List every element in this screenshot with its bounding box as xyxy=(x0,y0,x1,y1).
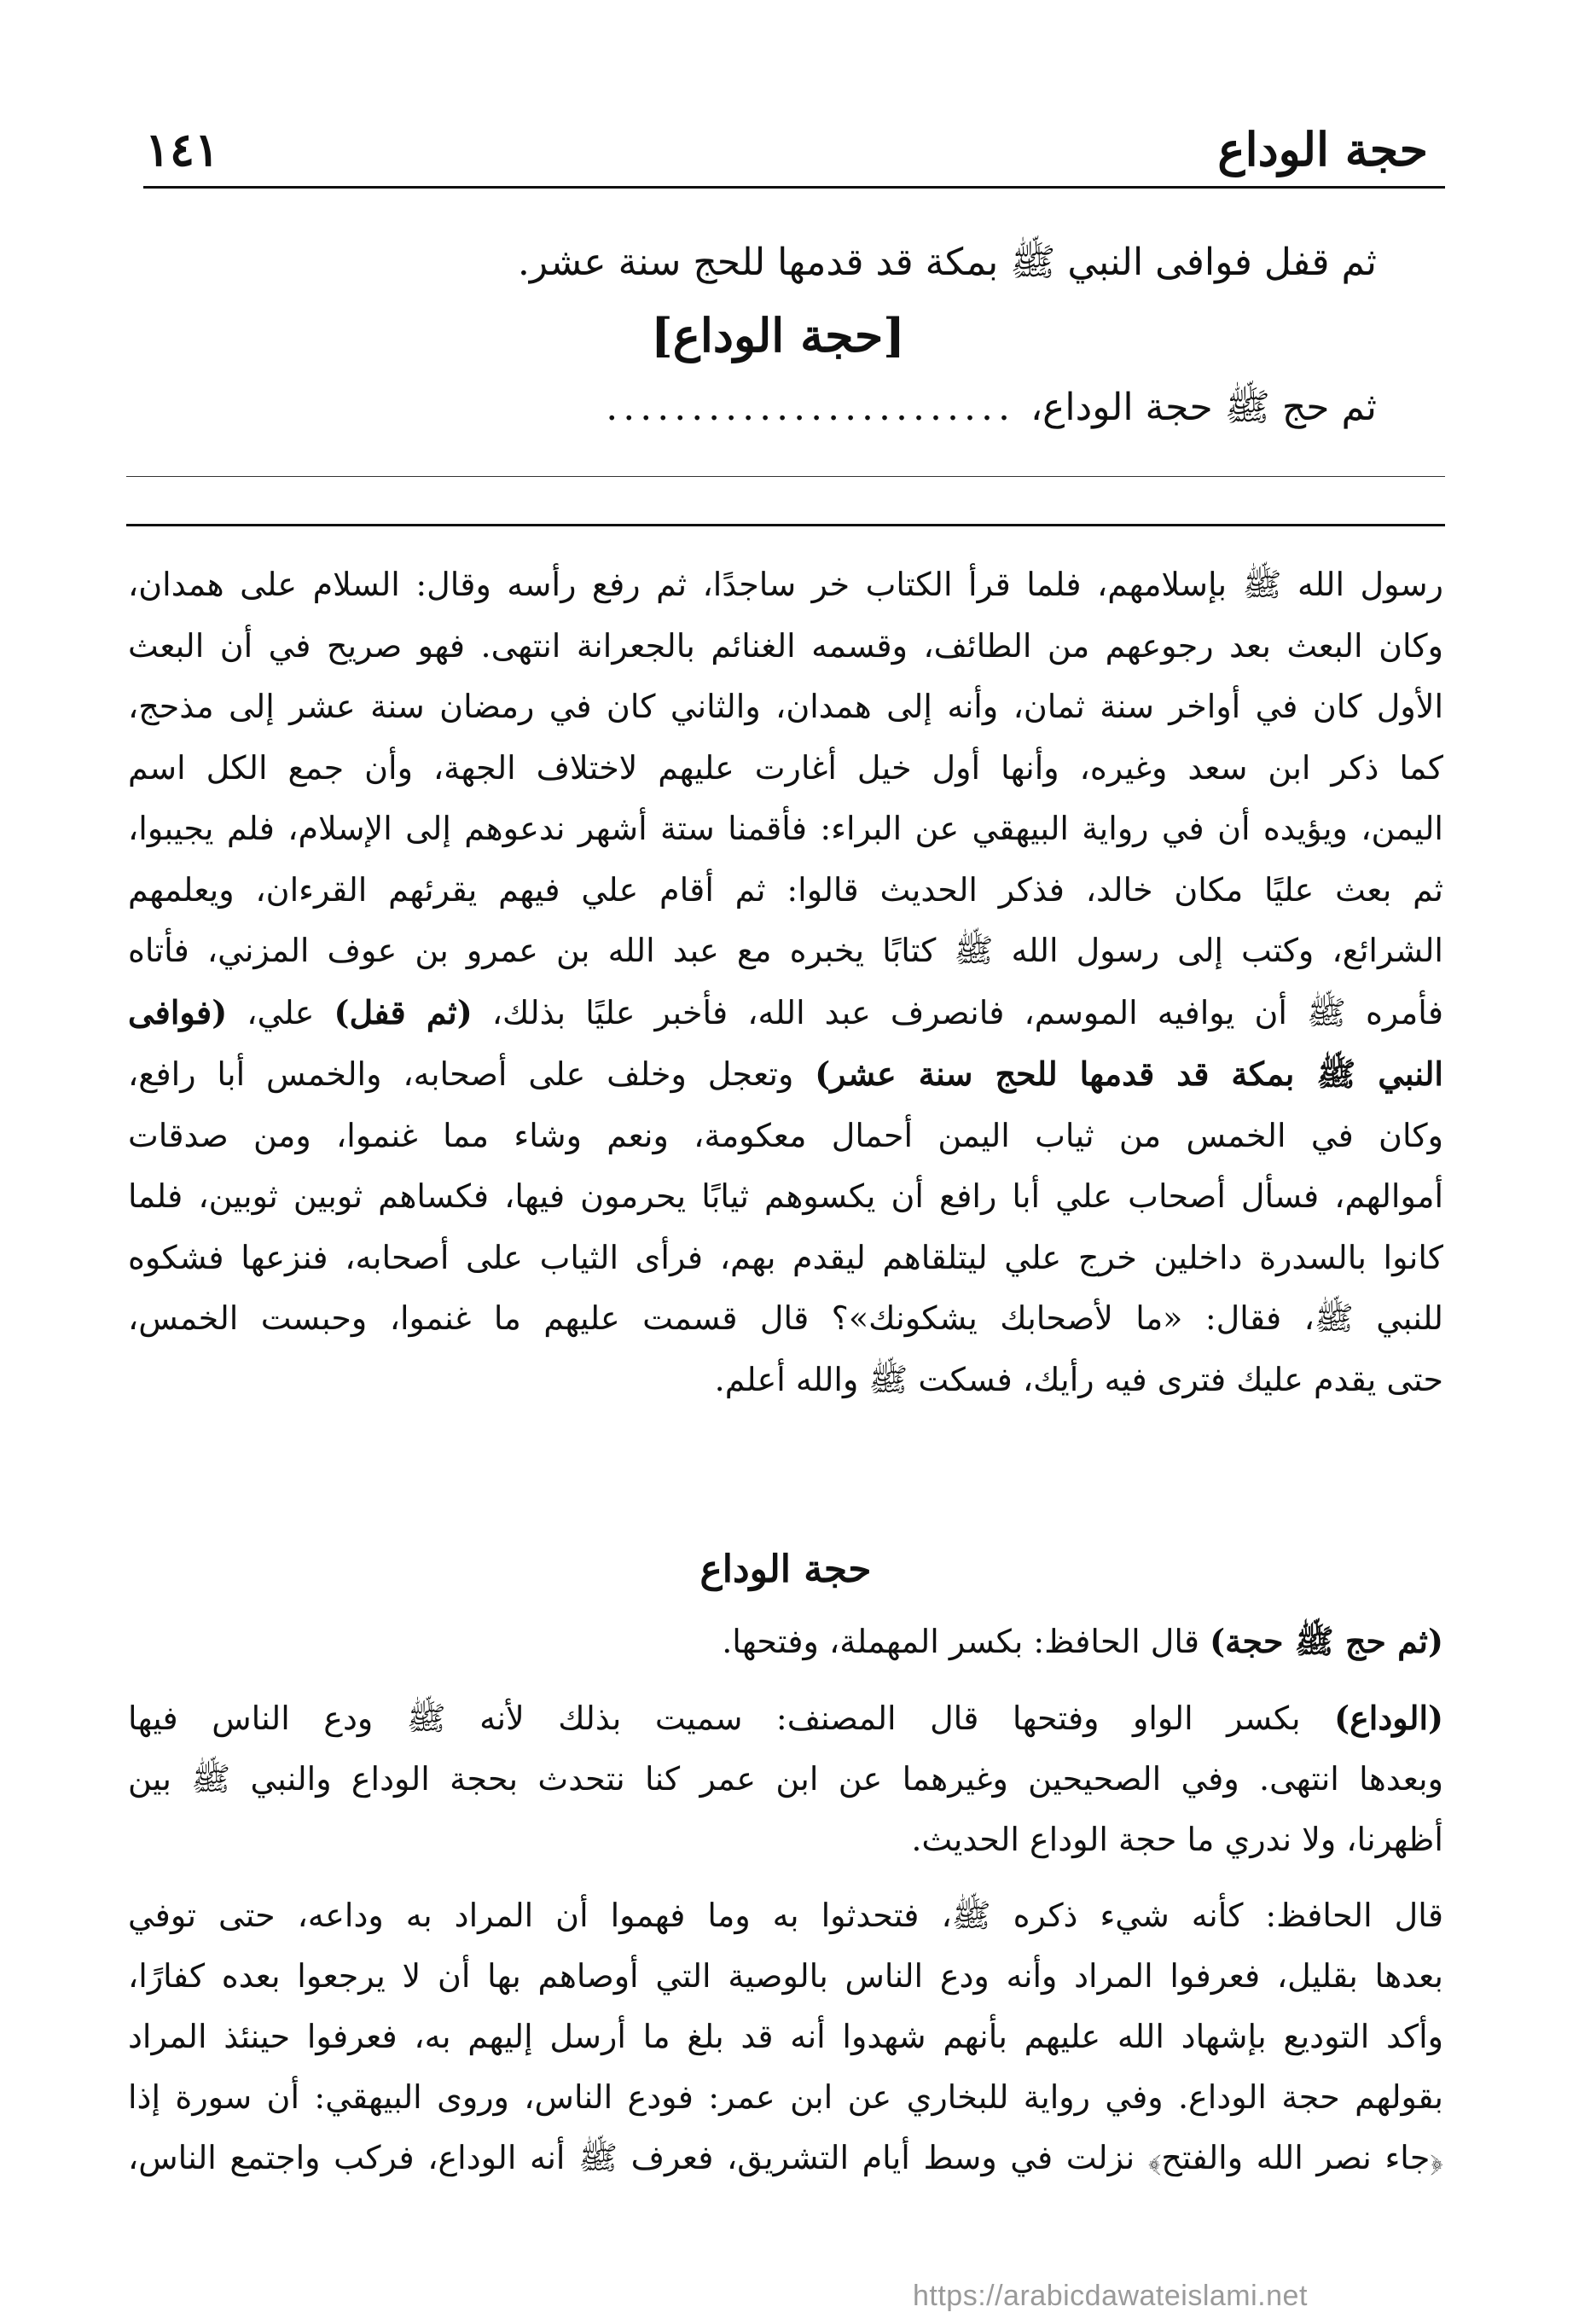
commentary-line xyxy=(128,1043,1443,1106)
section-heading: حجة الوداع xyxy=(699,1548,872,1591)
commentary-line: وأكد التوديع بإشهاد الله عليهم بأنهم شهدوا أنه قد بلغ ما أرسل إليهم به، فعرفوا حينئذ المراد xyxy=(128,2018,1443,2055)
commentary-line: حتى يقدم عليك فترى فيه رأيك، فسكت ﷺ والله أعلم. xyxy=(714,1360,1443,1398)
commentary-line: اليمن، ويؤيده أن في رواية البيهقي عن البراء: فأقمنا ستة أشهر ندعوهم إلى الإسلام، فلم يجيبوا، xyxy=(128,810,1443,847)
commentary-line: بقولهم حجة الوداع. وفي رواية للبخاري عن ابن عمر: فودع الناس، وروى البيهقي: أن سورة إذا xyxy=(128,2078,1443,2116)
dotted-baseline-rule xyxy=(126,476,1445,477)
commentary-line: الشرائع، وكتب إلى رسول الله ﷺ كتابًا يخبره مع عبد الله بن عمرو بن عوف المزني، فأتاه xyxy=(128,932,1443,969)
commentary-text: وتعجل وخلف على أصحابه، والخمس أبا رافع، xyxy=(128,1055,816,1093)
matn-quote: النبي ﷺ بمكة قد قدمها للحج سنة عشر) xyxy=(815,1055,1443,1093)
commentary-block xyxy=(128,555,1443,1410)
commentary-line: وكان البعث بعد رجوعهم من الطائف، وقسمه الغنائم بالجعرانة انتهى. فهو صريح في أن البعث xyxy=(128,626,1443,665)
matn-commentary-separator xyxy=(126,524,1445,526)
matn-quote: (ثم حج ﷺ حجة) xyxy=(1210,1622,1443,1660)
commentary-line: رسول الله ﷺ بإسلامهم، فلما قرأ الكتاب خر ساجدًا، ثم رفع رأسه وقال: السلام على همدان، xyxy=(128,566,1443,603)
commentary-line: قال الحافظ: كأنه شيء ذكره ﷺ، فتحدثوا به وما فهموا أن المراد به وداعه، حتى توفي xyxy=(128,1897,1443,1934)
matn-quote: (الوداع) xyxy=(1334,1699,1443,1737)
commentary-line: ﴿جاء نصر الله والفتح﴾ نزلت في وسط أيام التشريق، فعرف ﷺ أنه الوداع، فركب واجتمع الناس، xyxy=(128,2139,1443,2176)
dotted-leader: ........................ xyxy=(606,386,1015,429)
commentary-text: قال الحافظ: بكسر المهملة، وفتحها. xyxy=(722,1623,1210,1660)
watermark-url: https://arabicdawateislami.net xyxy=(913,2280,1308,2312)
commentary-text: علي، xyxy=(227,993,334,1031)
commentary-line: للنبي ﷺ، فقال: «ما لأصحابك يشكونك»؟ قال قسمت عليهم ما غنموا، وحبست الخمس، xyxy=(128,1299,1443,1337)
commentary-line: الأول كان في أواخر سنة ثمان، وأنه إلى همدان، والثاني كان في رمضان سنة عشر إلى مذحج، xyxy=(128,688,1443,725)
commentary-text: بكسر الواو وفتحها قال المصنف: سميت بذلك لأنه ﷺ ودع الناس فيها xyxy=(128,1699,1335,1737)
commentary-line: ثم بعث عليًا مكان خالد، فذكر الحديث قالوا: ثم أقام علي فيهم يقرئهم القرءان، ويعلمهم xyxy=(128,870,1443,909)
running-title: حجة الوداع xyxy=(1217,122,1428,177)
commentary-text: فأمره ﷺ أن يوافيه الموسم، فانصرف عبد الله، فأخبر عليًا بذلك، xyxy=(472,993,1443,1031)
header-rule xyxy=(143,186,1445,189)
commentary-line: كانوا بالسدرة داخلين خرج علي ليتلقاهم ليقدم بهم، فرأى الثياب على أصحابه، فنزعها فشكوه xyxy=(128,1238,1443,1276)
running-header xyxy=(145,119,1428,188)
commentary-line xyxy=(128,1611,1443,1672)
commentary-line xyxy=(128,982,1443,1044)
matn-line: ثم قفل فوافى النبي ﷺ بمكة قد قدمها للحج سنة عشر. xyxy=(517,241,1377,284)
commentary-line: بعدها بقليل، فعرفوا المراد وأنه ودع الناس بالوصية التي أوصاهم بها أن لا يرجعوا بعده كفارًا، xyxy=(128,1957,1443,1995)
matn-heading: [حجة الوداع] xyxy=(651,308,905,363)
commentary-line: وكان في الخمس من ثياب اليمن أحمال معكومة، ونعم وشاء مما غنموا، ومن صدقات xyxy=(128,1116,1443,1154)
page-number: ١٤١ xyxy=(145,122,220,177)
matn-block xyxy=(128,229,1377,442)
commentary-line: أموالهم، فسأل أصحاب علي أبا رافع أن يكسوهم ثيابًا يحرمون فيها، فكساهم ثوبين ثوبين، فلما xyxy=(128,1177,1443,1215)
commentary-line: وبعدها انتهى. وفي الصحيحين وغيرهما عن ابن عمر كنا نتحدث بحجة الوداع والنبي ﷺ بين xyxy=(128,1760,1443,1798)
commentary-line xyxy=(128,1688,1443,1749)
matn-quote: (ثم قفل) xyxy=(334,992,473,1031)
commentary-line: كما ذكر ابن سعد وغيره، وأنها أول خيل أغارت عليهم لاختلاف الجهة، وأن جمع الكل اسم xyxy=(128,748,1443,787)
matn-line-text: ثم حج ﷺ حجة الوداع، xyxy=(1030,386,1377,429)
commentary-line: أظهرنا، ولا ندري ما حجة الوداع الحديث. xyxy=(911,1821,1443,1858)
matn-line-dotted xyxy=(128,374,1377,442)
commentary-lower-block xyxy=(128,1611,1443,2188)
matn-quote: (فوافى xyxy=(128,992,228,1031)
